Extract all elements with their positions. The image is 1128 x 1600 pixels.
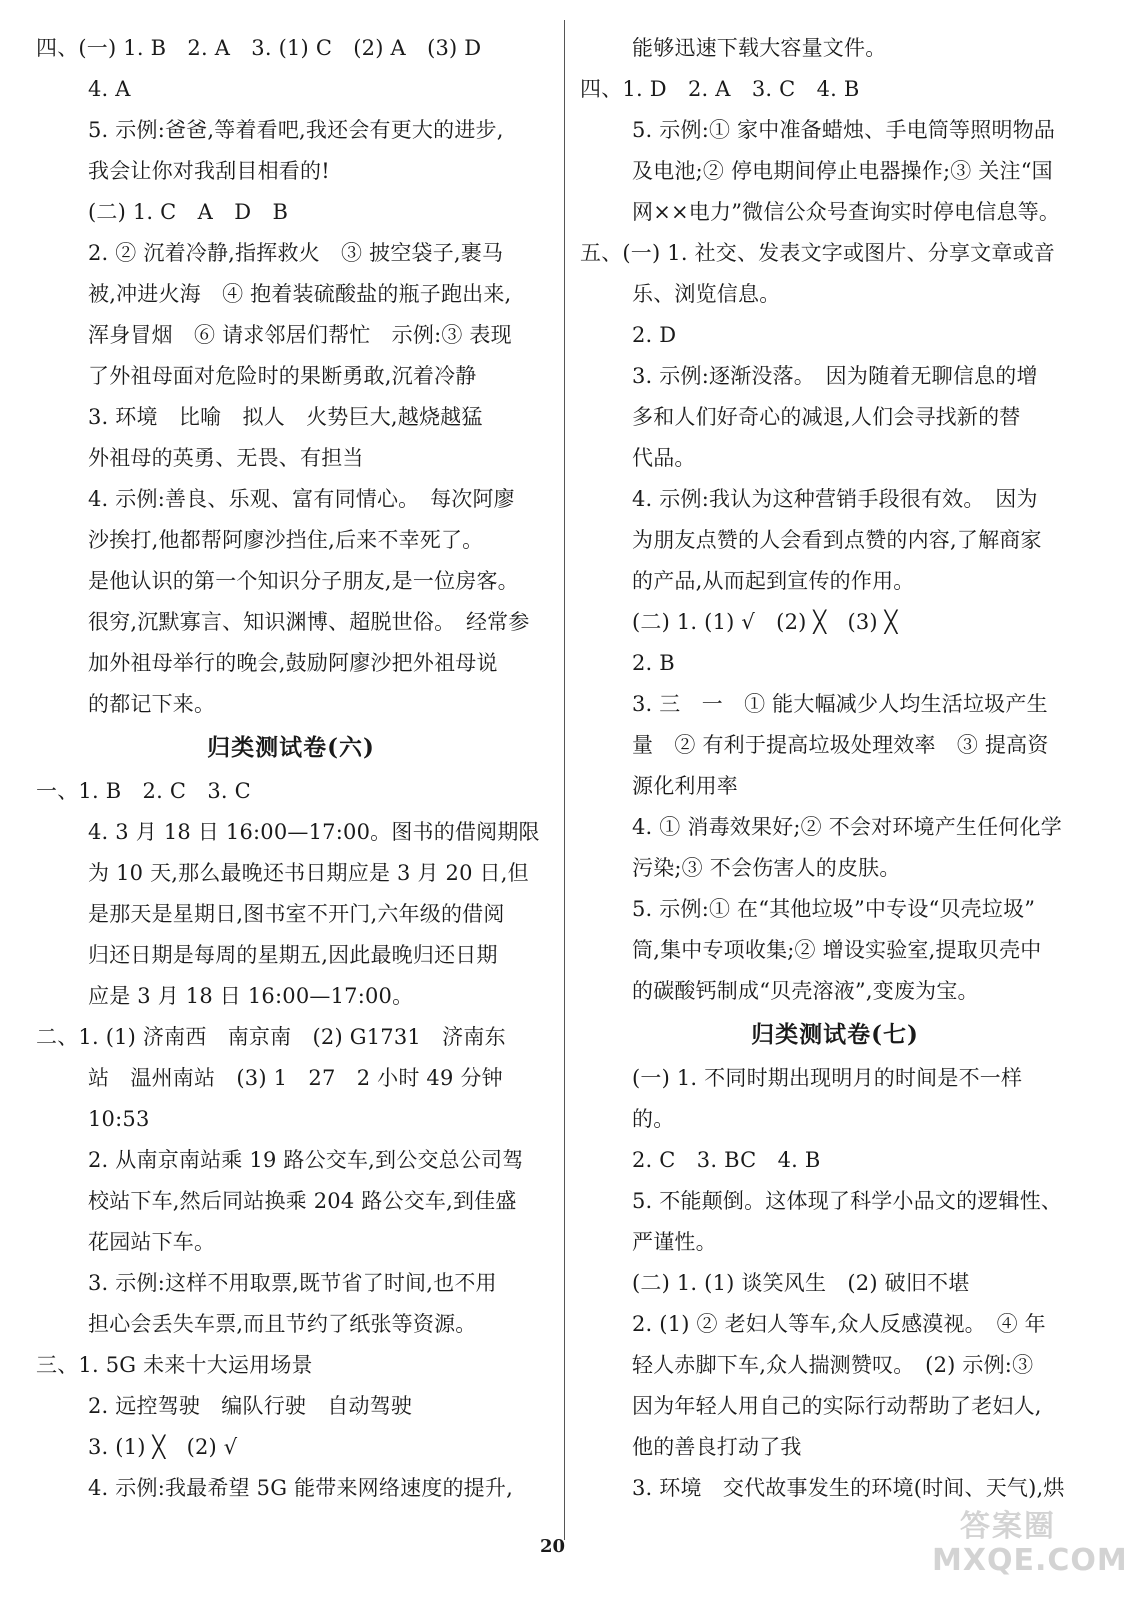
answer-line: 污染;③ 不会伤害人的皮肤。 (632, 856, 901, 880)
answer-line: 担心会丢失车票,而且节约了纸张等资源。 (88, 1312, 477, 1336)
answer-line: (二) 1. C A D B (88, 200, 289, 224)
answer-line: 源化利用率 (632, 774, 738, 798)
left-column (36, 28, 546, 1509)
answer-line: 筒,集中专项收集;② 增设实验室,提取贝壳中 (632, 938, 1042, 962)
answer-line: 及电池;② 停电期间停止电器操作;③ 关注“国 (632, 159, 1053, 183)
answer-line: 4. A (88, 77, 131, 101)
answer-line: 5. 示例:爸爸,等着看吧,我还会有更大的进步, (88, 118, 504, 142)
answer-line: 四、1. D 2. A 3. C 4. B (580, 77, 860, 101)
answer-line: 3. 环境 比喻 拟人 火势巨大,越烧越猛 (88, 405, 483, 429)
answer-line: 因为年轻人用自己的实际行动帮助了老妇人, (632, 1394, 1042, 1418)
answer-line: 10:53 (88, 1107, 150, 1131)
answer-line: 他的善良打动了我 (632, 1435, 802, 1459)
answer-line: 5. 示例:① 在“其他垃圾”中专设“贝壳垃圾” (632, 897, 1036, 921)
answer-line: (一) 1. 不同时期出现明月的时间是不一样 (632, 1066, 1023, 1090)
answer-line: 2. B (632, 651, 675, 675)
page-number: 20 (539, 1536, 566, 1557)
answer-line: 2. ② 沉着冷静,指挥救火 ③ 披空袋子,裹马 (88, 241, 504, 265)
answer-line: 了外祖母面对危险时的果断勇敢,沉着冷静 (88, 364, 477, 388)
section-title: 归类测试卷(七) (751, 1021, 919, 1048)
answer-line: 浑身冒烟 ⑥ 请求邻居们帮忙 示例:③ 表现 (88, 323, 512, 347)
answer-line: 4. ① 消毒效果好;② 不会对环境产生任何化学 (632, 815, 1062, 839)
answer-line: 2. 从南京南站乘 19 路公交车,到公交总公司驾 (88, 1148, 524, 1172)
answer-line: 4. 3 月 18 日 16:00—17:00。图书的借阅期限 (88, 820, 540, 844)
answer-line: 的产品,从而起到宣传的作用。 (632, 569, 915, 593)
answer-line: 3. 三 一 ① 能大幅减少人均生活垃圾产生 (632, 692, 1048, 716)
answer-line: 3. (1) ╳ (2) √ (88, 1435, 238, 1459)
answer-line: 沙挨打,他都帮阿廖沙挡住,后来不幸死了。 (88, 528, 484, 552)
watermark-logo (930, 1495, 1128, 1585)
answer-line: 2. 远控驾驶 编队行驶 自动驾驶 (88, 1394, 413, 1418)
answer-line: (二) 1. (1) √ (2) ╳ (3) ╳ (632, 610, 898, 634)
answer-line: 归还日期是每周的星期五,因此最晚归还日期 (88, 943, 498, 967)
answer-line: 花园站下车。 (88, 1230, 216, 1254)
answer-line: 加外祖母举行的晚会,鼓励阿廖沙把外祖母说 (88, 651, 498, 675)
answer-line: 网××电力”微信公众号查询实时停电信息等。 (632, 200, 1061, 224)
answer-line: 应是 3 月 18 日 16:00—17:00。 (88, 984, 414, 1008)
answer-line: 三、1. 5G 未来十大运用场景 (36, 1353, 313, 1377)
answer-line: 量 ② 有利于提高垃圾处理效率 ③ 提高资 (632, 733, 1049, 757)
answer-line: 外祖母的英勇、无畏、有担当 (88, 446, 364, 470)
answer-line: 4. 示例:我认为这种营销手段很有效。 因为 (632, 487, 1038, 511)
answer-line: 四、(一) 1. B 2. A 3. (1) C (2) A (3) D (36, 36, 482, 60)
answer-line: 为朋友点赞的人会看到点赞的内容,了解商家 (632, 528, 1042, 552)
answer-line: 多和人们好奇心的减退,人们会寻找新的替 (632, 405, 1021, 429)
right-column (580, 28, 1090, 1509)
answer-line: 很穷,沉默寡言、知识渊博、超脱世俗。 经常参 (88, 610, 530, 634)
answer-line: (二) 1. (1) 谈笑风生 (2) 破旧不堪 (632, 1271, 970, 1295)
answer-line: 乐、浏览信息。 (632, 282, 781, 306)
watermark-top-text: 答案圈 (960, 1509, 1056, 1544)
answer-line: 能够迅速下载大容量文件。 (632, 36, 887, 60)
answer-line: 2. C 3. BC 4. B (632, 1148, 821, 1172)
answer-line: 4. 示例:我最希望 5G 能带来网络速度的提升, (88, 1476, 513, 1500)
answer-line: 严谨性。 (632, 1230, 717, 1254)
answer-line: 3. 示例:逐渐没落。 因为随着无聊信息的增 (632, 364, 1038, 388)
answer-line: 我会让你对我刮目相看的! (88, 159, 330, 183)
answer-line: 的碳酸钙制成“贝壳溶液”,变废为宝。 (632, 979, 979, 1003)
answer-line: 2. (1) ② 老妇人等车,众人反感漠视。 ④ 年 (632, 1312, 1046, 1336)
answer-line: 二、1. (1) 济南西 南京南 (2) G1731 济南东 (36, 1025, 506, 1049)
answer-line: 为 10 天,那么最晚还书日期应是 3 月 20 日,但 (88, 861, 529, 885)
section-title: 归类测试卷(六) (207, 734, 375, 761)
answer-line: 是他认识的第一个知识分子朋友,是一位房客。 (88, 569, 519, 593)
answer-line: 是那天是星期日,图书室不开门,六年级的借阅 (88, 902, 505, 926)
answer-line: 站 温州南站 (3) 1 27 2 小时 49 分钟 (88, 1066, 503, 1090)
answer-line: 被,冲进火海 ④ 抱着装硫酸盐的瓶子跑出来, (88, 282, 512, 306)
answer-line: 的。 (632, 1107, 675, 1131)
answer-line: 2. D (632, 323, 677, 347)
answer-line: 3. 环境 交代故事发生的环境(时间、天气),烘 (632, 1476, 1065, 1500)
answer-line: 代品。 (632, 446, 696, 470)
answer-line: 5. 示例:① 家中准备蜡烛、手电筒等照明物品 (632, 118, 1056, 142)
answer-line: 5. 不能颠倒。这体现了科学小品文的逻辑性、 (632, 1189, 1063, 1213)
answer-line: 五、(一) 1. 社交、发表文字或图片、分享文章或音 (580, 241, 1055, 265)
answer-line: 3. 示例:这样不用取票,既节省了时间,也不用 (88, 1271, 497, 1295)
answer-line: 校站下车,然后同站换乘 204 路公交车,到佳盛 (88, 1189, 517, 1213)
answer-line: 的都记下来。 (88, 692, 216, 716)
watermark-bottom-text: MXQE.COM (932, 1543, 1128, 1578)
answer-line: 4. 示例:善良、乐观、富有同情心。 每次阿廖 (88, 487, 515, 511)
answer-line: 一、1. B 2. C 3. C (36, 779, 251, 803)
column-divider (564, 20, 565, 1540)
answer-line: 轻人赤脚下车,众人揣测赞叹。 (2) 示例:③ (632, 1353, 1034, 1377)
